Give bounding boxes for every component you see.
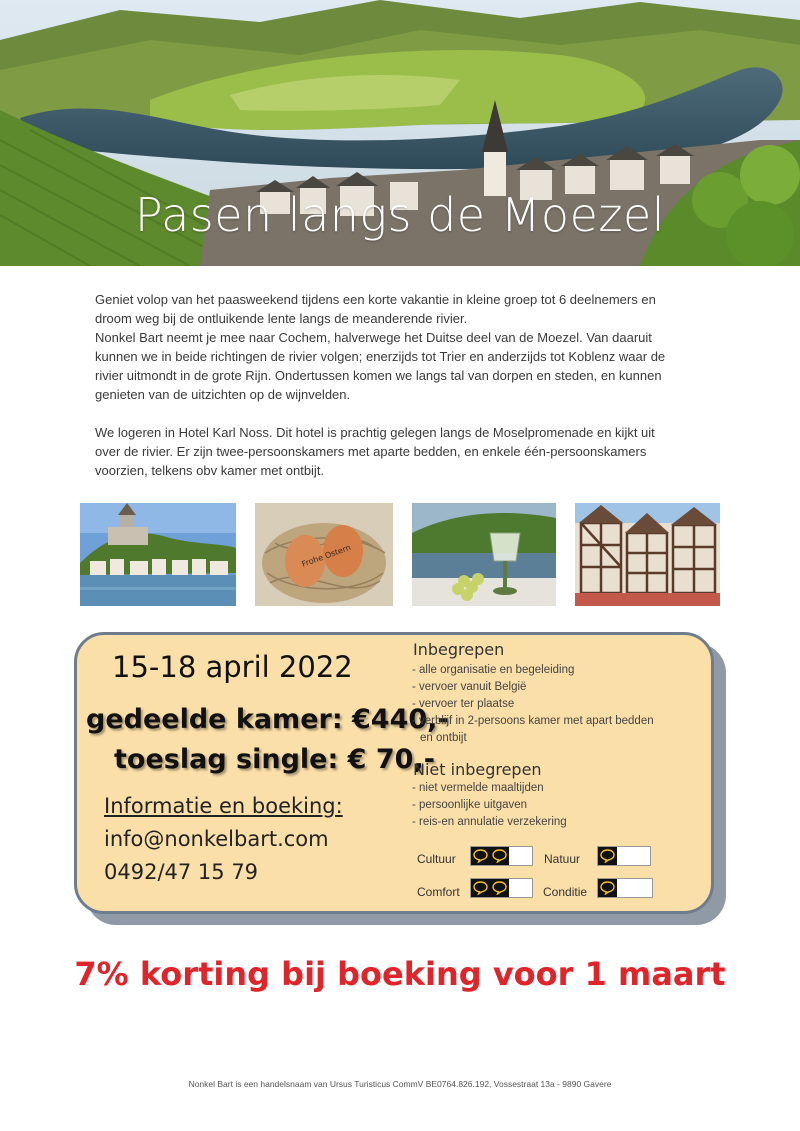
intro-line: rivier uitmondt in de grote Rijn. Ondertussen komen we langs tal van dorpen en steden, en kunnen — [95, 368, 662, 383]
booking-heading: Informatie en boeking: — [104, 794, 343, 818]
intro-text — [95, 290, 707, 480]
included-list — [412, 662, 712, 747]
easter-eggs-photo — [255, 503, 393, 606]
list-item: - reis-en annulatie verzekering — [412, 816, 567, 828]
speech-bubble-icon — [598, 847, 617, 865]
discount-banner: 7% korting bij boeking voor 1 maart — [74, 955, 726, 993]
not-included-list — [412, 780, 712, 831]
rating-label-cultuur: Cultuur — [417, 852, 456, 866]
included-heading: Inbegrepen — [413, 640, 505, 659]
list-item: - vervoer ter plaatse — [412, 698, 515, 710]
speech-bubble-icon — [598, 879, 617, 897]
rating-label-conditie: Conditie — [543, 885, 588, 899]
hero-banner — [0, 0, 800, 266]
intro-line: kunnen we in beide richtingen de rivier volgen; enerzijds tot Trier en anderzijds tot Koblenz waar de — [95, 349, 666, 364]
trip-dates: 15-18 april 2022 — [112, 650, 353, 684]
rating-label-natuur: Natuur — [544, 852, 581, 866]
speech-bubble-icon — [471, 879, 490, 897]
intro-line: droom weg bij de ontluikende lente langs de meanderende rivier. — [95, 311, 468, 326]
rating-bar-cultuur — [470, 846, 533, 866]
rating-label-comfort: Comfort — [417, 885, 460, 899]
footer-legal: Nonkel Bart is een handelsnaam van Ursus Turisticus CommV BE0764.826.192, Vossestraat 13a - 9890 Gavere — [188, 1079, 612, 1089]
speech-bubble-icon — [471, 847, 490, 865]
list-item: - verblijf in 2-persoons kamer met apart bedden — [412, 715, 654, 727]
price-single-supplement: toeslag single: € 70,- — [114, 744, 435, 775]
egg-text: Frohe Ostern — [300, 542, 352, 569]
list-item: - alle organisatie en begeleiding — [412, 664, 575, 676]
intro-line: Nonkel Bart neemt je mee naar Cochem, halverwege het Duitse deel van de Moezel. Van daaruit — [95, 330, 652, 345]
list-item: - vervoer vanuit België — [412, 681, 527, 693]
speech-bubble-icon — [490, 847, 509, 865]
list-item: - persoonlijke uitgaven — [412, 799, 528, 811]
price-shared-room: gedeelde kamer: €440,- — [86, 704, 449, 735]
cochem-castle-photo — [80, 503, 236, 606]
speech-bubble-icon — [490, 879, 509, 897]
contact-phone[interactable]: 0492/47 15 79 — [104, 860, 259, 884]
list-item: en ontbijt — [420, 732, 467, 744]
list-item: - niet vermelde maaltijden — [412, 782, 544, 794]
intro-line: voorzien, telkens obv kamer met ontbijt. — [95, 463, 325, 478]
rating-bar-natuur — [597, 846, 651, 866]
timber-houses-photo — [575, 503, 720, 606]
page-title: Pasen langs de Moezel — [134, 188, 666, 242]
contact-email[interactable]: info@nonkelbart.com — [104, 827, 329, 851]
wine-glass-photo — [412, 503, 556, 606]
not-included-heading: Niet inbegrepen — [413, 760, 542, 779]
rating-bar-comfort — [470, 878, 533, 898]
rating-bar-conditie — [597, 878, 653, 898]
intro-line: We logeren in Hotel Karl Noss. Dit hotel is prachtig gelegen langs de Moselpromenade en kijkt uit — [95, 425, 655, 440]
intro-line: genieten van de uitzichten op de wijnvelden. — [95, 387, 351, 402]
intro-line: Geniet volop van het paasweekend tijdens een korte vakantie in kleine groep tot 6 deelnemers en — [95, 292, 656, 307]
intro-line: over de rivier. Er zijn twee-persoonskamers met aparte bedden, en enkele één-persoonskamers — [95, 444, 647, 459]
